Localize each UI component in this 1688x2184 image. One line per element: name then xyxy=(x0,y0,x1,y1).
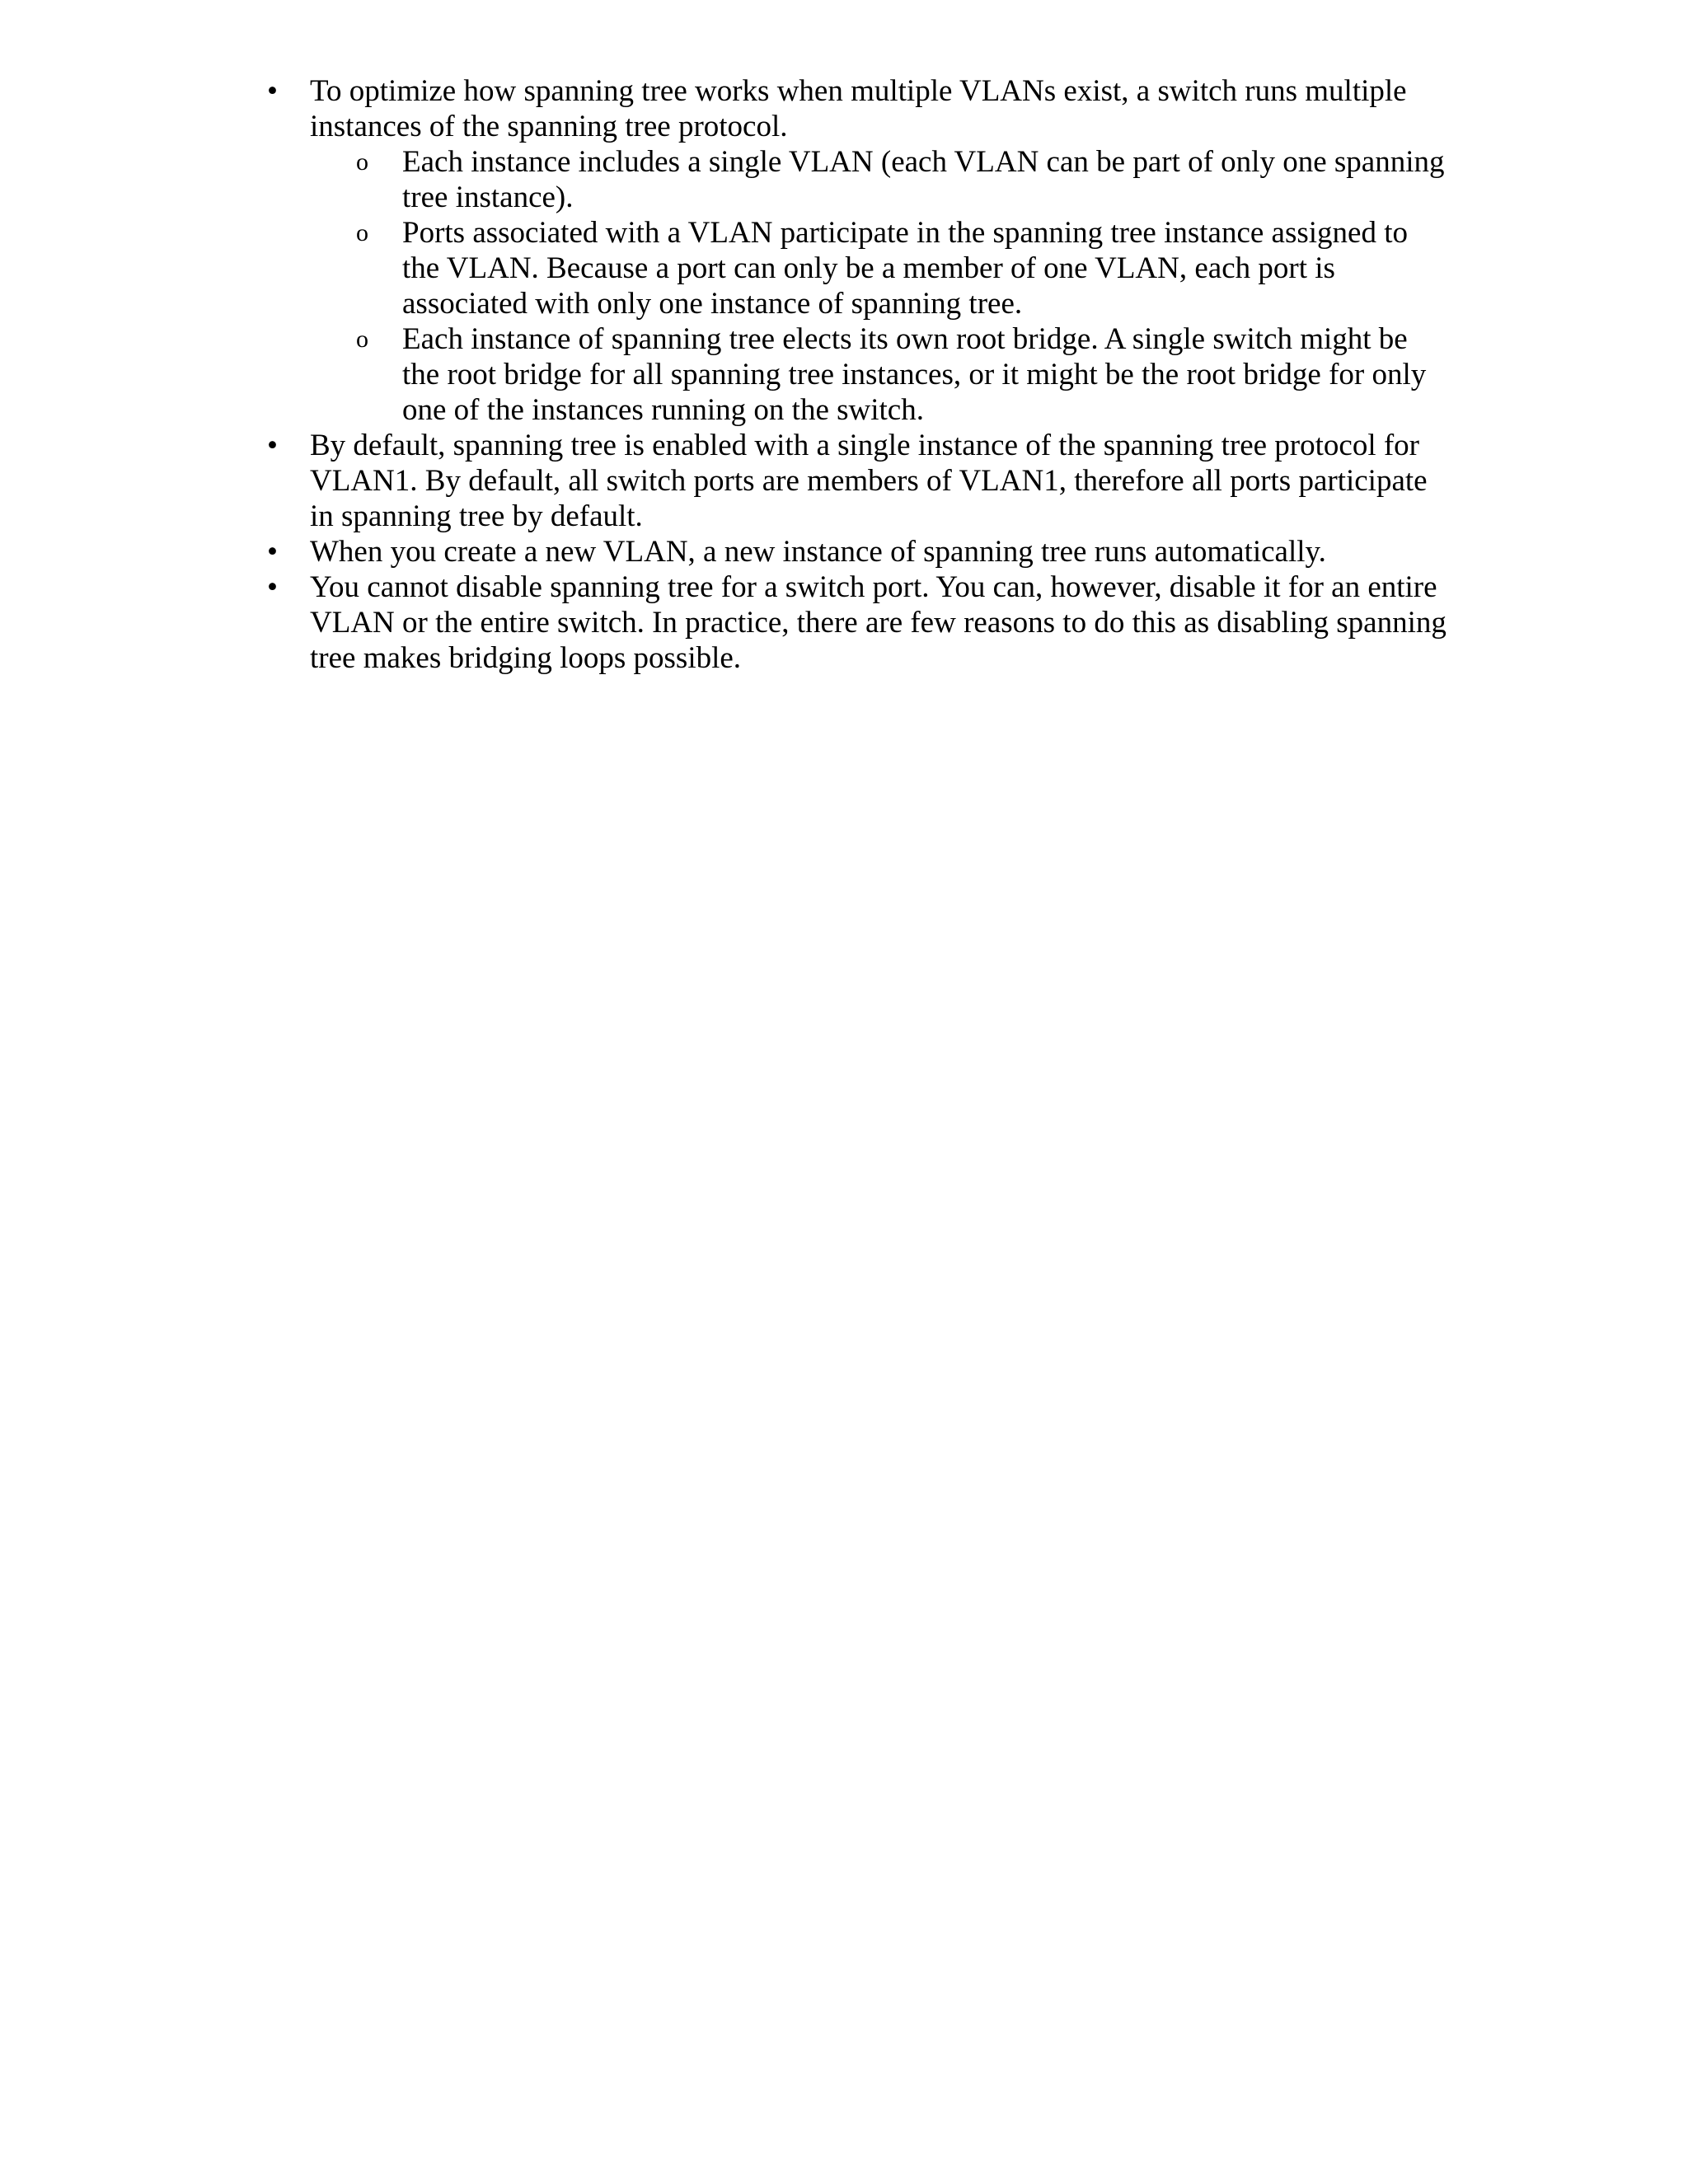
bullet-item-multiple-instances xyxy=(267,73,1447,428)
bullet-item-new-vlan xyxy=(267,534,1447,569)
bullet-text: You cannot disable spanning tree for a switch port. You can, however, disable it for an entire VLAN or the entire switch. In practice, there are few reasons to do this as disabling spanning tree makes bridging loops possible. xyxy=(310,570,1447,675)
bullet-text: By default, spanning tree is enabled with a single instance of the spanning tree protocol for VLAN1. By default, all switch ports are members of VLAN1, therefore all ports participate in spanning tree by default. xyxy=(310,429,1428,533)
document-body xyxy=(267,73,1447,676)
sub-bullet-list xyxy=(310,144,1447,428)
sub-bullet-text: Each instance includes a single VLAN (each VLAN can be part of only one spanning tree instance). xyxy=(402,145,1445,214)
sub-bullet-text: Each instance of spanning tree elects its own root bridge. A single switch might be the root bridge for all spanning tree instances, or it might be the root bridge for only one of the instances running on the switch. xyxy=(402,322,1427,427)
bullet-marker: • xyxy=(267,74,278,108)
bullet-marker: • xyxy=(267,429,278,462)
bullet-marker: • xyxy=(267,535,278,569)
sub-bullet-item-ports xyxy=(356,215,1447,321)
sub-bullet-item-single-vlan xyxy=(356,144,1447,215)
bullet-text: When you create a new VLAN, a new instance of spanning tree runs automatically. xyxy=(310,535,1326,569)
sub-bullet-marker: o xyxy=(356,219,368,246)
bullet-item-default-vlan1 xyxy=(267,428,1447,534)
bullet-list xyxy=(267,73,1447,676)
sub-bullet-marker: o xyxy=(356,148,368,176)
sub-bullet-marker: o xyxy=(356,326,368,353)
sub-bullet-item-root-bridge xyxy=(356,321,1447,428)
bullet-text: To optimize how spanning tree works when multiple VLANs exist, a switch runs multiple instances of the spanning tree protocol. xyxy=(310,74,1407,143)
bullet-marker: • xyxy=(267,570,278,604)
bullet-item-disable xyxy=(267,569,1447,676)
sub-bullet-text: Ports associated with a VLAN participate in the spanning tree instance assigned to the VLAN. Because a port can only be a member of one VLAN, each port is associated with only one instance of spanning tree. xyxy=(402,216,1409,321)
